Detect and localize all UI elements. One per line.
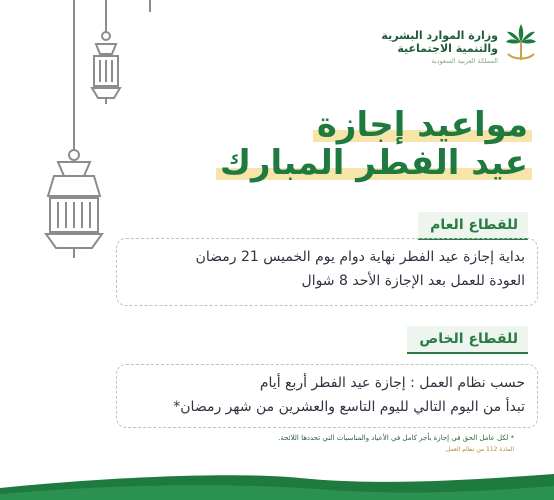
ministry-logo (358, 20, 538, 80)
private-sector-line1: حسب نظام العمل : إجازة عيد الفطر أربع أيام (259, 375, 525, 391)
lantern-icon (0, 0, 160, 260)
footer-wave (0, 470, 554, 500)
public-sector-label: للقطاع العام (418, 212, 528, 240)
logo-title-line1: وزارة الموارد البشرية (381, 29, 498, 42)
public-sector-box (116, 238, 538, 306)
footnote-reference: المادة 112 من نظام العمل (445, 446, 514, 453)
logo-country: المملكة العربية السعودية (431, 57, 498, 66)
title-line1: مواعيد إجازة (316, 105, 528, 145)
title-line2: عيد الفطر المبارك (219, 143, 528, 183)
private-sector-line2: تبدأ من اليوم التالي لليوم التاسع والعشرين من شهر رمضان* (173, 399, 525, 415)
public-sector-line1: بداية إجازة عيد الفطر نهاية دوام يوم الخميس 21 رمضان (195, 249, 525, 265)
public-sector-line2: العودة للعمل بعد الإجازة الأحد 8 شوال (301, 273, 525, 289)
footnote (278, 434, 514, 453)
palm-leaf-icon (504, 20, 538, 64)
footnote-text: * لكل عامل الحق في إجازة بأجر كامل في الأعياد والمناسبات التي تحددها اللائحة. (278, 434, 514, 442)
private-sector-label: للقطاع الخاص (407, 326, 528, 354)
private-sector-box (116, 364, 538, 428)
page-title (220, 106, 528, 182)
logo-title-line2: والتنمية الاجتماعية (397, 41, 498, 55)
